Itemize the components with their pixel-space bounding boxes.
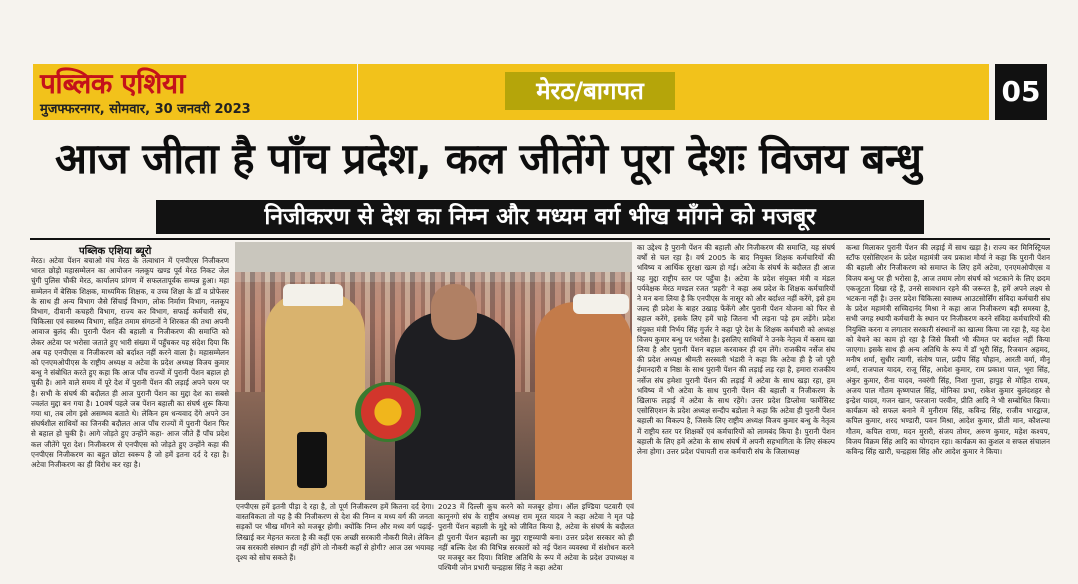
page-number: 05 [995, 64, 1047, 120]
byline: पब्लिक एशिया ब्यूरो [79, 246, 152, 257]
white-cap-right [573, 294, 629, 314]
divider-rule [30, 238, 1050, 240]
flower-bouquet [355, 382, 421, 442]
speaker-face [431, 284, 477, 340]
article-column-2: एनपीएस हमें इतनी पीड़ा दे रहा है, तो पूर्ण निजीकरण हमें कितना दर्द देगा। वास्तविकता तो यह है की निजीकरण से देश की निम्न व मध्य वर्ग की जनता सड़कों पर भीख माँगने को मजबूर होगी। क्योंकि निम्न और मध्य वर्ग पढ़ाई-लिखाई कर मेहनत करता है की कहीं एक अच्छी सरकारी नौकरी मिले। लेकिन जब सरकारी संस्थान ही नहीं होंगे तो नौकरी कहाँ से होगी? आज उस भयावह दृश्य को सोच सकते हैं। [236, 502, 434, 563]
article-photo [235, 242, 632, 500]
headline: आज जीता है पाँच प्रदेश, कल जीतेंगे पूरा देशः विजय बन्धु [55, 134, 922, 183]
section-title: मेरठ/बागपत [505, 72, 675, 110]
mobile-phone [297, 432, 327, 488]
article-column-3: 2023 में दिल्ली कूच करने को मजबूर होगा। ऑल इण्डिया पटवारी एवं कानूनगो संघ के राष्ट्रीय अध्यक्ष राम मूरत यादव ने कहा अटेवा ने मृत पड़े पुरानी पेंशन बहाली के मुद्दे को जीवित किया है, अटेवा के संघर्ष के बदौलत ही पुरानी पेंशन बहाली का मुद्दा राष्ट्रव्यापी बना। उत्तर प्रदेश सरकार को ही नहीं बल्कि देश की विभिन्न सरकारों को नई पेंशन व्यवस्था में संशोधन करने पर मजबूर कर दिया। विशिष्ट अतिथि के रूप में अटेवा के प्रदेश उपाध्यक्ष व पश्चिमी जोन प्रभारी चन्द्रहास सिंह ने कहा अटेवा [438, 502, 634, 573]
woman-figure-right [535, 302, 632, 500]
article-column-5: कन्धा मिलाकर पुरानी पेंशन की लड़ाई में साथ खड़ा है। राज्य कर मिनिस्ट्रियल स्टॉफ एसोसिएशन के प्रदेश महामंत्री जय प्रकाश मौर्या ने कहा कि पुरानी पेंशन की बहाली और निजीकरण को समाप्त के लिए हमें अटेवा, एनएमओपीएस व विजय बन्धु पर ही भरोसा है, आज तमाम लोग संघर्ष को भटकाने के लिए छदम एकजुटता दिखा रहे हैं, उनसे सावधान रहने की जरूरत है, हमें अपने लक्ष्य से भटकना नहीं है। उत्तर प्रदेश चिकित्सा स्वास्थ्य आउटसोर्सिंग संविदा कर्मचारी संघ के प्रदेश महामंत्री सच्चिदानंद मिश्रा ने कहा आज निजीकरण बड़ी समस्या है, सभी जगह स्थायी कर्मचारी के स्थान पर निजीकरण करने संविदा कर्मचारियों की नियुक्ति करना व लगातार सरकारी संस्थानों का खात्मा किया जा रहा है, यह देश को बेचने का काम हो रहा है जिसे किसी भी कीमत पर बर्दाश्त नहीं किया जाएगा। इसके साथ ही अन्य अतिथि के रूप में डॉ भूरी सिंह, रिजवान अहमद, मनीष शर्मा, सुधीर त्यागी, संतोष पाल, प्रदीप सिंह चौहान, आरती वर्मा, मीनू शर्मा, राजपाल यादव, राजू सिंह, आदेश कुमार, राम प्रकाश पाल, भूरा सिंह, अंकुर कुमार, रीना यादव, नवरंगी सिंह, निशा गुप्ता, हापुड़ से मोहित राघव, अजय पाल गौतम कृष्णपाल सिंह, मोनिका प्रभा, राकेश कुमार बुलंदशहर से इन्द्रेश यादव, गजन खान, फरजाना परवीन, प्रीति आदि ने भी सम्बोधित किया। कार्यक्रम को सफल बनाने में मुनीराम सिंह, कविन्द्र सिंह, राजीव भारद्वाज, कपिल कुमार, शरद भण्डारी, पवन मिश्रा, आदेश कुमार, प्रीती मान, कौशल्या गौतम, कपिल राणा, मदन मुरारी, संजय तोमर, अरुण कुमार, महेश कश्यप, विजय विक्रम सिंह आदि का योगदान रहा। कार्यक्रम का कुशल व सफल संचालन कविन्द्र सिंह खारी, चन्द्रहास सिंह और आदेश कुमार ने किया। [846, 243, 1050, 457]
article-column-1: मेरठ। अटेवा पेंशन बचाओ मंच मेरठ के तत्वाधान में एनपीएस निजीकरण भारत छोड़ो महासम्मेलन का आयोजन नलकूप खण्ड पूर्व मेरठ निकट जेल चुंगी पुलिस चौकी मेरठ, कार्यालय प्रांगण में सफलतापूर्वक सम्पन्न हुआ। महा सम्मेलन में बेसिक शिक्षक, माध्यमिक शिक्षक, व उच्च शिक्षा के डॉ व प्रोफेसर के साथ ही अन्य विभाग जैसे सिंचाई विभाग, लोक निर्माण विभाग, नलकूप विभाग, दीवानी कचहरी विभाग, राज्य कर विभाग, सफाई कर्मचारी संघ, चिकित्सा एवं स्वास्थ्य विभाग, सहित तमाम संगठनों ने शिरकत की तथा अपनी आवाज बुलंद की। पुरानी पेंशन की बहाली व निजीकरण की समाप्ति को लेकर अटेवा पर भरोसा जताते हुए भारी संख्या में पहुँचकर यह संदेश दिया कि अब यह एनपीएस व निजीकरण को बर्दाश्त नहीं करने वाला है। महासम्मेलन को एनएमओपीएस के राष्ट्रीय अध्यक्ष व अटेवा के प्रदेश अध्यक्ष विजय कुमार बन्धु ने संबोधित करते हुए कहा कि आज पाँच राज्यों में पुरानी पेंशन बहाल हो चुकी है। आने वाले समय में पूरे देश में पुरानी पेंशन की लड़ाई अपने चरम पर है। सभी के संघर्ष की बदौलत ही आज पुरानी पेंशन का मुद्दा देश का सबसे ज्वलंत मुद्दा बन गया है। 10वर्ष पहले जब पेंशन बहाली का संघर्ष शुरू किया गया था, तब लोग इसे असम्भव बताते थे। लेकिन हम धन्यवाद देंगे अपने उन संघर्षशील साथियों का जिनकी बदौलत आज पाँच राज्यों में पुरानी पेंशन फिर से बहाल हो चुकी है। आगे जोड़ते हुए उन्होंने कहा- आज जीते हैं पाँच प्रदेश कल जीतेंगे पूरा देश। निजीकरण से एनपीएस को जोड़ते हुए उन्होंने कहा की एनपीएस निजीकरण का बहुत छोटा स्वरूप है जो हमें इतना दर्द दे रहा है। अटेवा निजीकरण का ही विरोध कर रहा है। [31, 256, 229, 470]
white-cap [283, 284, 343, 306]
subheadline: निजीकरण से देश का निम्न और मध्यम वर्ग भीख माँगने को मजबूर [156, 200, 924, 234]
newspaper-brand: पब्लिक एशिया [40, 67, 185, 100]
dateline: मुजफ्फरनगर, सोमवार, 30 जनवरी 2023 [40, 102, 251, 117]
article-column-4: का उद्देश्य है पुरानी पेंशन की बहाली और निजीकरण की समाप्ति, यह संघर्ष वर्षों से चल रहा है। वर्ष 2005 के बाद नियुक्त शिक्षक कर्मचारियों की भविष्य व आर्थिक सुरक्षा खत्म हो गई। अटेवा के संघर्ष के बदौलत ही आज यह मुद्दा राष्ट्रीय स्तर पर पहुँचा है। अटेवा के प्रदेश संयुक्त मंत्री व मंडल पर्यवेक्षक मेरठ मण्डल रजत 'प्रहरी' ने कहा अब प्रदेश के शिक्षक कर्मचारियों ने मन बना लिया है कि एनपीएस के नासूर को और बर्दाश्त नहीं करेंगे, इसे हम जल्द ही प्रदेश के बाहर उखाड़ फेंकेंगे और पुरानी पेंशन योजना को फिर से बहाल करेंगे, इसके लिए हमें चाहे जितना भी लड़ना पड़े हम लड़ेंगे। प्रदेश संयुक्त मंत्री निर्भय सिंह गुर्जर ने कहा पूरे देश के शिक्षक कर्मचारी को अध्यक्ष विजय कुमार बन्धु पर भरोसा है। इसलिए साथियों ने उनके नेतृत्व में कसम खा लिया है और पुरानी पेंशन बहाल करवाकर ही दम लेंगे। राजकीय नर्सेज संघ की प्रदेश अध्यक्ष श्रीमती सरस्वती भंडारी ने कहा कि अटेवा ही है जो पूरी ईमानदारी व निष्ठा के साथ पुरानी पेंशन की लड़ाई लड़ रहा है, हमारा राजकीय नर्सेज संघ हमेशा पुरानी पेंशन की लड़ाई में अटेवा के साथ खड़ा रहा, हम भविष्य में भी अटेवा के साथ पुरानी पेंशन की बहाली व निजीकरण के खिलाफ लड़ाई में अटेवा के साथ रहेंगे। उत्तर प्रदेश डिप्लोमा फार्मेसिस्ट एसोसिएशन के प्रदेश अध्यक्ष सन्दीप बडोला ने कहा कि अटेवा ही पुरानी पेंशन बहाली का विकल्प है, जिसके लिए राष्ट्रीय अध्यक्ष विजय कुमार बन्धु के नेतृत्व में राष्ट्रीय स्तर पर शिक्षकों एवं कर्मचारियों को लामबंद किया है। पुरानी पेंशन बहाली के लिए हमें अटेवा के साथ संघर्ष में अपनी सहभागिता के लिए संकल्प लेना होगा। उत्तर प्रदेश पंचायती राज कर्मचारी संघ के जिलाध्यक्ष [637, 243, 835, 457]
